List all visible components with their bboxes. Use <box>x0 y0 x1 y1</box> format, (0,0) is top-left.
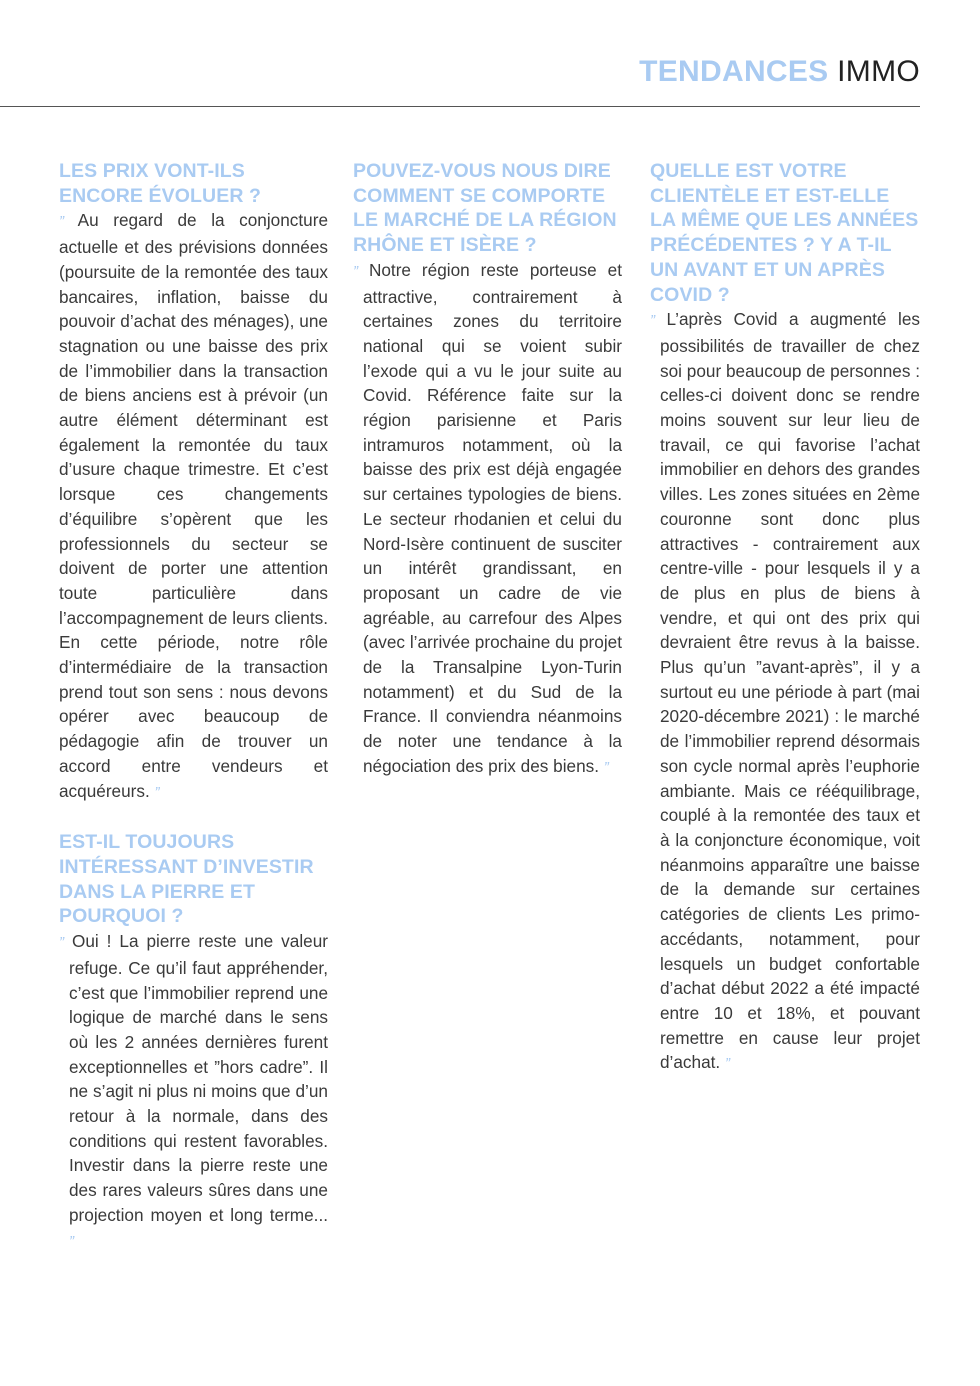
header-divider <box>0 106 920 107</box>
opening-quote-mark: ” <box>353 262 358 280</box>
answer-text <box>59 208 328 805</box>
opening-quote-mark: ” <box>59 213 64 231</box>
closing-quote-mark: ” <box>724 1055 730 1073</box>
qa-block <box>59 159 328 805</box>
qa-block <box>59 830 328 1254</box>
column-3 <box>650 159 920 1077</box>
closing-quote-mark: ” <box>154 783 160 801</box>
opening-quote-mark: ” <box>59 934 64 952</box>
closing-quote-mark: ” <box>69 1232 74 1250</box>
opening-quote-mark: ” <box>650 312 655 330</box>
column-2 <box>353 159 622 781</box>
answer-body: L’après Covid a augmenté les possibilités de travailler de chez soi pour beaucoup de personnes : celles-ci doivent donc se rendre moins souvent sur leur lieu de travail, ce qui favorise l’achat immobilier en dehors des grandes villes. Les zones situées en 2ème couronne sont donc plus attractives - contrairement aux centre-ville - pour lesquels il y a de plus en plus de biens à vendre, et qui ont des prix qui devraient être revus à la baisse. Plus qu’un ”avant-après”, il y a surtout eu une période à part (mai 2020-décembre 2021) : le marché de l’immobilier reprend désormais son cycle normal après l’euphorie ambiante. Mais ce rééquilibrage, couplé à la remontée des taux et à la conjoncture économique, voit néanmoins apparaître une baisse de la demande sur certaines catégories de clients Les primo-accédants, notamment, pour lesquels un budget confortable d’achat début 2022 a été impacté entre 10 et 18%, et pouvant remettre en cause leur projet d’achat. <box>660 309 920 1073</box>
answer-text <box>353 258 622 781</box>
section-title-accent: TENDANCES <box>639 55 829 88</box>
magazine-section-title <box>639 54 920 90</box>
column-1 <box>59 159 328 1254</box>
question-heading: QUELLE EST VOTRE CLIENTÈLE ET EST-ELLE LA MÊME QUE LES ANNÉES PRÉCÉDENTES ? Y A T-IL UN AVANT ET UN APRÈS COVID ? <box>650 160 919 306</box>
question-heading: POUVEZ-VOUS NOUS DIRE COMMENT SE COMPORTE LE MARCHÉ DE LA RÉGION RHÔNE ET ISÈRE ? <box>353 160 617 257</box>
page-header <box>0 0 980 108</box>
answer-body: Oui ! La pierre reste une valeur refuge. Ce qu’il faut appréhender, c’est que l’immobilier reprend une logique de marché dans le sens où les 2 années dernières furent exceptionnelles et ”hors cadre”. Il ne s’agit ni plus ni moins que d’un retour à la normale, dans des conditions qui restent favorables. Investir dans la pierre reste une des rares valeurs sûres dans une projection moyen et long terme... <box>69 931 328 1225</box>
qa-block <box>353 159 622 781</box>
qa-block <box>650 159 920 1077</box>
answer-body: Notre région reste porteuse et attractive, contrairement à certaines zones du territoire national qui se voient subir l’exode qui a vu le jour suite au Covid. Référence faite sur la région parisienne et Paris intramuros notamment, où la baisse des prix est déjà engagée sur certaines typologies de biens. Le secteur rhodanien et celui du Nord-Isère continuent de susciter un intérêt grandissant, en proposant un cadre de vie agréable, au carrefour des Alpes (avec l’arrivée prochaine du projet de la Transalpine Lyon-Turin notamment) et du Sud de la France. Il conviendra néanmoins de noter une tendance à la négociation des prix des biens. <box>363 259 622 776</box>
closing-quote-mark: ” <box>603 758 609 776</box>
answer-text <box>59 929 328 1254</box>
answer-text <box>650 307 920 1077</box>
question-heading: LES PRIX VONT-ILS ENCORE ÉVOLUER ? <box>59 160 262 207</box>
section-title-rest: IMMO <box>837 55 920 88</box>
answer-body: Au regard de la conjoncture actuelle et des prévisions données (poursuite de la remontée des taux bancaires, inflation, baisse du pouvoir d’achat des ménages), une stagnation ou une baisse des prix de l’immobilier dans la transaction de biens anciens est à prévoir (un autre élément déterminant est également la remontée du taux d’usure chaque trimestre. Et c’est lorsque ces changements d’équilibre s’opèrent que les professionnels du secteur se doivent de porter une attention toute particulière dans l’accompagnement de leurs clients. En cette période, notre rôle d’intermédiaire de la transaction prend tout son sens : nous devons opérer avec beaucoup de pédagogie afin de trouver un accord entre vendeurs et acquéreurs. <box>59 210 329 801</box>
question-heading: EST-IL TOUJOURS INTÉRESSANT D’INVESTIR DANS LA PIERRE ET POURQUOI ? <box>59 831 314 928</box>
